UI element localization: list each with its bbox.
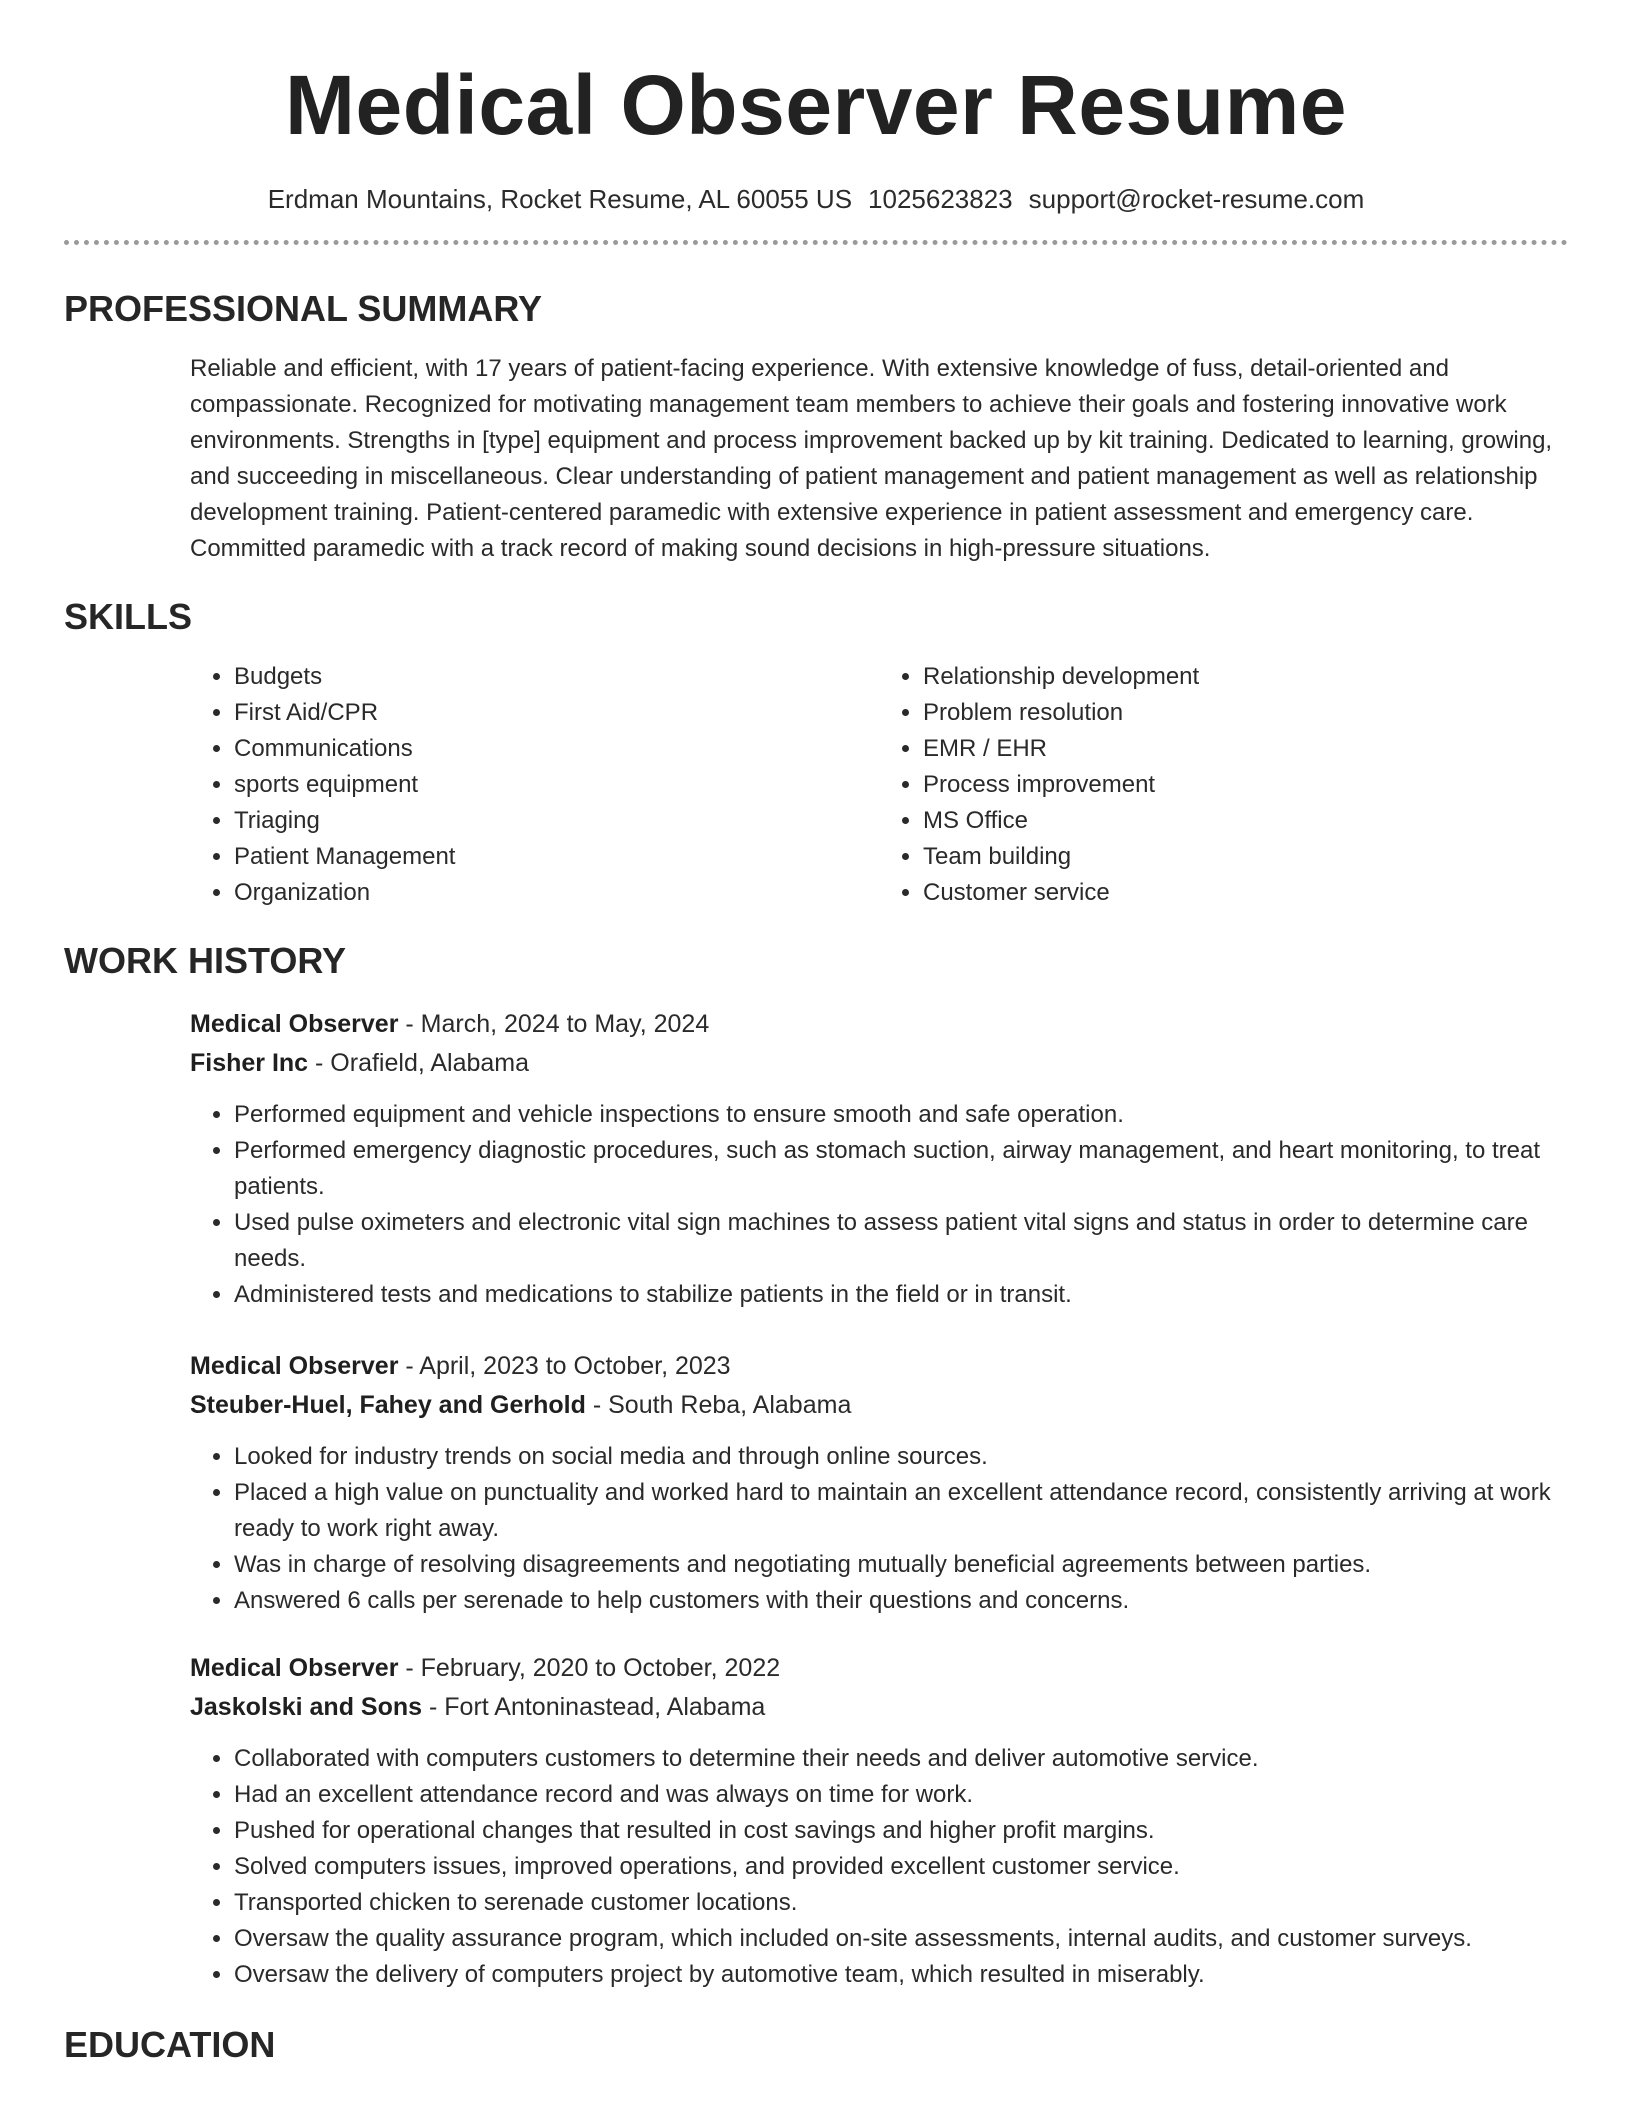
job-bullet: • Performed emergency diagnostic procedures, such as stomach suction, airway management, and heart monitoring, to treat patients. [234, 1133, 1568, 1205]
job-location: - Fort Antoninastead, Alabama [422, 1693, 766, 1721]
skills-column-left [190, 659, 879, 911]
work-history-heading: WORK HISTORY [64, 940, 347, 981]
header-divider [64, 240, 1568, 245]
job-dates: - March, 2024 to May, 2024 [398, 1010, 710, 1038]
contact-phone: 1025623823 [868, 184, 1013, 214]
contact-line [64, 182, 1568, 216]
skill-item: • First Aid/CPR [234, 695, 879, 731]
resume-title: Medical Observer Resume [285, 58, 1347, 152]
skill-item: • EMR / EHR [923, 731, 1568, 767]
job-bullet: • Solved computers issues, improved operations, and provided excellent customer service. [234, 1849, 1568, 1885]
education-heading: EDUCATION [64, 2024, 276, 2065]
job-bullet: • Transported chicken to serenade customer locations. [234, 1885, 1568, 1921]
job-bullets [190, 1097, 1568, 1313]
job-location: - Orafield, Alabama [308, 1049, 530, 1077]
job-bullet: • Was in charge of resolving disagreements and negotiating mutually beneficial agreements between parties. [234, 1547, 1568, 1583]
job-company: Jaskolski and Sons [190, 1693, 423, 1721]
skill-item: • Communications [234, 731, 879, 767]
job-role: Medical Observer [190, 1654, 399, 1682]
job-company: Steuber-Huel, Fahey and Gerhold [190, 1391, 586, 1419]
job-bullet: • Performed equipment and vehicle inspections to ensure smooth and safe operation. [234, 1097, 1568, 1133]
job-bullet: • Used pulse oximeters and electronic vital sign machines to assess patient vital signs and status in order to determine care needs. [234, 1205, 1568, 1277]
skill-item: • MS Office [923, 803, 1568, 839]
job-entry [190, 1649, 1568, 1993]
summary-heading: PROFESSIONAL SUMMARY [64, 288, 543, 329]
skill-item: • Patient Management [234, 839, 879, 875]
job-bullet: • Oversaw the quality assurance program, which included on-site assessments, internal audits, and customer surveys. [234, 1921, 1568, 1957]
job-location: - South Reba, Alabama [585, 1391, 852, 1419]
job-dates: - April, 2023 to October, 2023 [398, 1352, 731, 1380]
skill-item: • Triaging [234, 803, 879, 839]
job-company-line [190, 1044, 1568, 1083]
job-company: Fisher Inc [190, 1049, 309, 1077]
job-bullet: • Oversaw the delivery of computers project by automotive team, which resulted in miserably. [234, 1957, 1568, 1993]
skill-item: • Process improvement [923, 767, 1568, 803]
job-bullet: • Placed a high value on punctuality and worked hard to maintain an excellent attendance record, consistently arriving at work ready to work right away. [234, 1475, 1568, 1547]
skills-column-right [879, 659, 1568, 911]
job-bullets [190, 1439, 1568, 1619]
job-bullet: • Collaborated with computers customers to determine their needs and deliver automotive service. [234, 1741, 1568, 1777]
job-role: Medical Observer [190, 1010, 399, 1038]
job-dates: - February, 2020 to October, 2022 [398, 1654, 781, 1682]
job-bullet: • Looked for industry trends on social media and through online sources. [234, 1439, 1568, 1475]
job-bullet: • Pushed for operational changes that resulted in cost savings and higher profit margins. [234, 1813, 1568, 1849]
contact-email: support@rocket-resume.com [1028, 184, 1365, 214]
skill-item: • Team building [923, 839, 1568, 875]
job-entry [190, 1005, 1568, 1313]
job-bullet: • Administered tests and medications to stabilize patients in the field or in transit. [234, 1277, 1568, 1313]
skills-list [190, 659, 1568, 911]
job-title-line [190, 1005, 1568, 1044]
resume-page [64, 0, 1568, 2067]
job-company-line [190, 1386, 1568, 1425]
skill-item: • Problem resolution [923, 695, 1568, 731]
skill-item: • Budgets [234, 659, 879, 695]
job-bullet: • Answered 6 calls per serenade to help customers with their questions and concerns. [234, 1583, 1568, 1619]
skill-item: • sports equipment [234, 767, 879, 803]
skills-heading: SKILLS [64, 596, 193, 637]
job-entry [190, 1347, 1568, 1619]
job-company-line [190, 1688, 1568, 1727]
job-bullet: • Had an excellent attendance record and was always on time for work. [234, 1777, 1568, 1813]
job-title-line [190, 1649, 1568, 1688]
job-bullets [190, 1741, 1568, 1993]
job-role: Medical Observer [190, 1352, 399, 1380]
skill-item: • Customer service [923, 875, 1568, 911]
summary-text: Reliable and efficient, with 17 years of patient-facing experience. With extensive knowledge of fuss, detail-oriented and compassionate. Recognized for motivating management team members to achieve their goals and fostering innovative work environments. Strengths in [type] equipment and process improvement backed up by kit training. Dedicated to learning, growing, and succeeding in miscellaneous. Clear understanding of patient management and patient management as well as relationship development training. Patient-centered paramedic with extensive experience in patient assessment and emergency care. Committed paramedic with a track record of making sound decisions in high-pressure situations. [190, 355, 1553, 562]
skill-item: • Organization [234, 875, 879, 911]
contact-address: Erdman Mountains, Rocket Resume, AL 60055 US [267, 184, 853, 214]
skill-item: • Relationship development [923, 659, 1568, 695]
job-title-line [190, 1347, 1568, 1386]
